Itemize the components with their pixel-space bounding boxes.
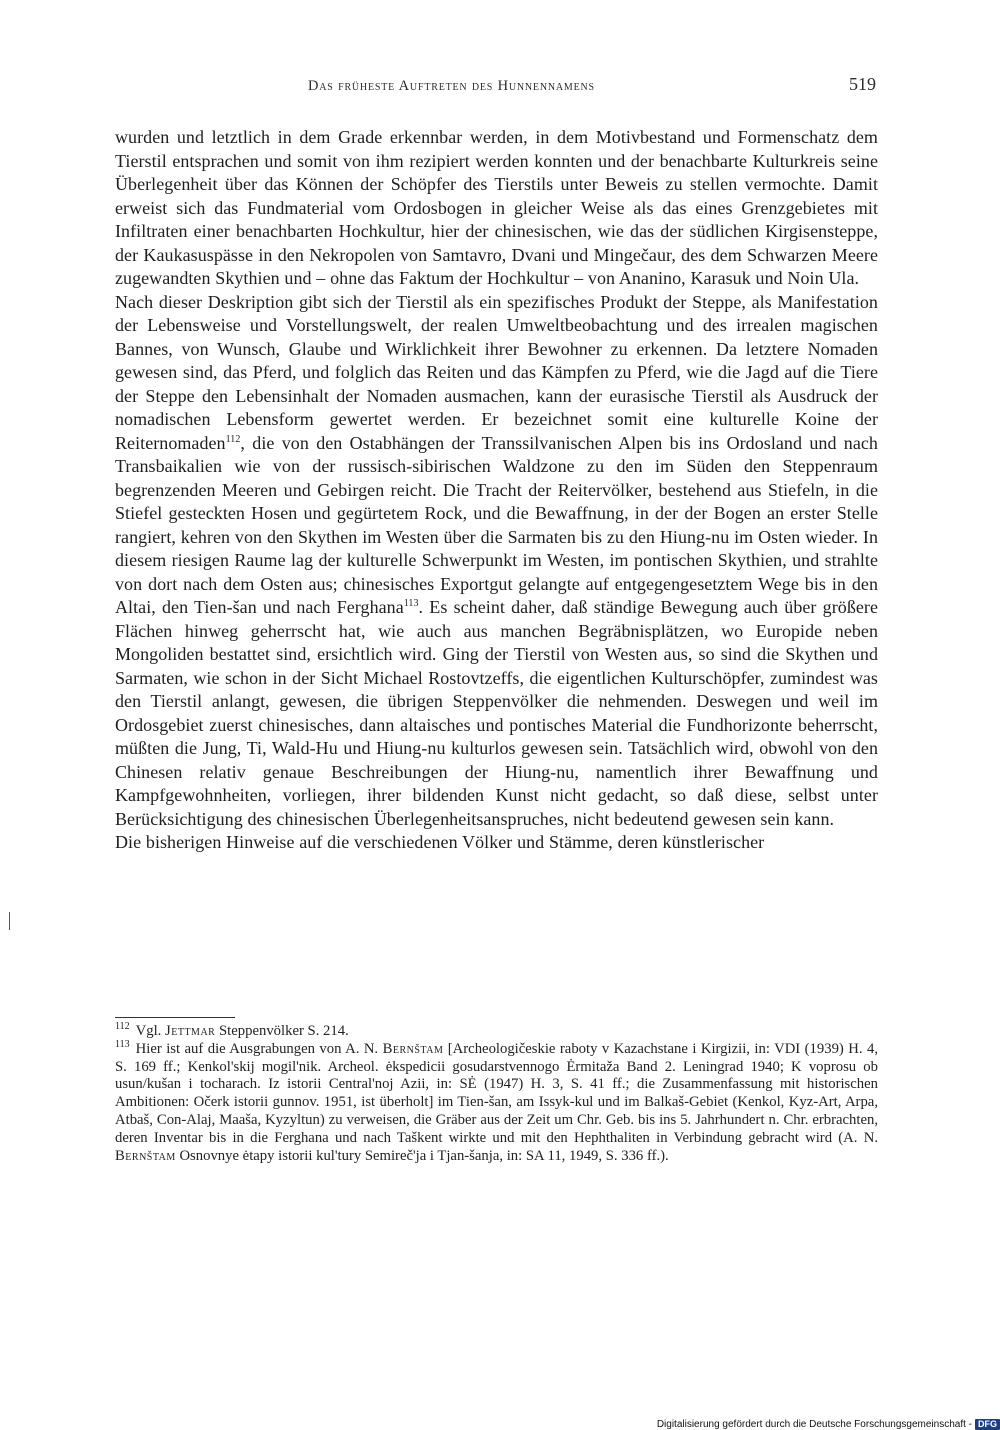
footnote-reference-113[interactable]: 113 xyxy=(403,598,419,609)
running-head xyxy=(118,74,876,100)
dfg-logo: DFG xyxy=(975,1419,1000,1430)
author-name: Bernštam xyxy=(115,1147,176,1164)
footnote-text: [Archeologičeskie raboty v Kazachstane i Kirgizii, in: VDI (1939) H. 4, S. 169 ff.; Kenkol'skij mogil'nik. Archeol. ėkspedicii gosudarstvennogo Ėrmitaža Band 2. Leningrad 1940; K voprosu ob usun/kušan i tocharach. Iz istorii Central'noj Azii, in: SĖ (1947) H. 3, S. 41 ff.; die Zusammenfassung mit historischen Ambitionen: Očerk istorii gunnov. 1951, ist überholt] im Tien-šan, am Issyk-kul und im Balkaš-Gebiet (Kenkol, Kyz-Art, Arpa, Atbaš, Con-Alaj, Maaša, Kyzyltun) zu verweisen, die Gräber aus der Zeit um Chr. Geb. bis ins 5. Jahrhundert n. Chr. erbrachten, deren Inventar bis in die Ferghana und nach Taškent wirkte und mit den Hephthaliten in Verbindung gebracht wird (A. N. xyxy=(115,1040,879,1146)
page-number: 519 xyxy=(849,74,876,94)
footnotes xyxy=(115,1023,878,1165)
footnote-text: Steppenvölker S. 214. xyxy=(215,1023,349,1039)
footnote-113 xyxy=(115,1038,879,1166)
paragraph-text: Nach dieser Deskription gibt sich der Tierstil als ein spezifisches Produkt der Steppe, als Manifestation der Lebensweise und Vorstellungswelt, der realen Umweltbeobachtung und des irrealen magischen Bannes, von Wunsch, Glaube und Wirklichkeit ihrer Bewohner zu erkennen. Da letztere Nomaden gewesen sind, das Pferd, und folglich das Reiten und das Kämpfen zu Pferd, wie die Jagd auf die Tiere der Steppe den Lebensinhalt der Nomaden ausmachen, kann der eurasische Tierstil als Ausdruck der nomadischen Lebensform gewertet werden. Er bezeichnet somit eine kulturelle Koine der Reiternomaden xyxy=(115,291,878,453)
paragraph: Die bisherigen Hinweise auf die verschiedenen Völker und Stämme, deren künstlerischer xyxy=(115,832,765,852)
author-name: Bernštam xyxy=(382,1040,444,1057)
running-title: Das früheste Auftreten des Hunnennamens xyxy=(308,78,595,94)
main-text xyxy=(115,126,878,855)
footnote-text: Osnovnye ėtapy istorii kul'tury Semireč'ja i Tjan-šanja, in: SA 11, 1949, S. 336 ff.). xyxy=(175,1147,669,1164)
footnote-number: 113 xyxy=(115,1038,130,1050)
footnote-number: 112 xyxy=(115,1021,130,1033)
footnote-112 xyxy=(115,1023,878,1041)
paragraph-text: . Es scheint daher, daß ständige Bewegung auch über größere Flächen hinweg geherrscht hat, wie auch aus manchen Begräbnisplätzen, wo Europide neben Mongoliden bestattet sind, ersichtlich wird. Ging der Tierstil von Westen aus, so sind die Skythen und Sarmaten, wie schon in der Sicht Michael Rostovtzeffs, die eigentlichen Kulturschöpfer, zumindest was den Tierstil anlangt, gewesen, die übrigen Steppenvölker die nehmenden. Deswegen und weil im Ordosgebiet zuerst chinesisches, dann altaisches und pontisches Material die Fundhorizonte beherrscht, müßten die Jung, Ti, Wald-Hu und Hiung-nu kulturlos gewesen sein. Tatsächlich wird, obwohl von den Chinesen relativ genaue Beschreibungen der Hiung-nu, namentlich ihrer Bewaffnung und Kampfgewohnheiten, vorliegen, ihrer bildenden Kunst nicht gedacht, so daß diese, selbst unter Berücksichtigung des chinesischen Überlegenheitsanspruches, nicht bedeutend gewesen sein kann. xyxy=(115,597,878,829)
digitization-credit xyxy=(657,1418,1000,1430)
paragraph xyxy=(115,291,878,832)
credit-text: Digitalisierung gefördert durch die Deutsche Forschungsgemeinschaft - xyxy=(656,1418,972,1430)
footnote-divider xyxy=(115,1017,235,1018)
margin-mark xyxy=(9,912,10,930)
paragraph-text: , die von den Ostabhängen der Transsilvanischen Alpen bis ins Ordosland und nach Transbaikalien wie von der russisch-sibirischen Waldzone zu den im Süden den Steppenraum begrenzenden Meeren und Gebirgen reicht. Die Tracht der Reitervölker, bestehend aus Stiefeln, in die Stiefel gesteckten Hosen und gegürtetem Rock, und die Bewaffnung, in der der Bogen an erster Stelle rangiert, kehren von den Skythen im Westen über die Sarmaten bis zu den Hiung-nu im Osten wieder. In diesem riesigen Raume lag der kulturelle Schwerpunkt im Westen, im pontischen Skythien, und strahlte von dort nach dem Osten aus; chinesisches Exportgut gelangte auf entgegengesetztem Wege bis in den Altai, den Tien-šan und nach Ferghana xyxy=(115,432,878,617)
paragraph: wurden und letztlich in dem Grade erkennbar werden, in dem Motivbestand und Formenschatz dem Tierstil entsprachen und somit von ihm rezipiert werden konnten und der benachbarte Kulturkreis seine Überlegenheit über das Können der Schöpfer des Tierstils unter Beweis zu stellen vermochte. Damit erweist sich das Fundmaterial vom Ordosbogen in gleicher Weise als das eines Grenzgebietes mit Infiltraten einer benachbarten Hochkultur, hier der chinesischen, wie das der südlichen Kirgisensteppe, der Kaukasuspässe in den Nekropolen von Samtavro, Dvani und Mingečaur, des dem Schwarzen Meere zugewandten Skythien und – ohne das Faktum der Hochkultur – von Ananino, Karasuk und Noin Ula. xyxy=(115,127,878,288)
footnote-reference-112[interactable]: 112 xyxy=(225,433,241,445)
author-name: Jettmar xyxy=(165,1023,216,1039)
footnote-text: Hier ist auf die Ausgrabungen von A. N. xyxy=(135,1040,383,1057)
footnote-text: Vgl. xyxy=(135,1023,166,1039)
